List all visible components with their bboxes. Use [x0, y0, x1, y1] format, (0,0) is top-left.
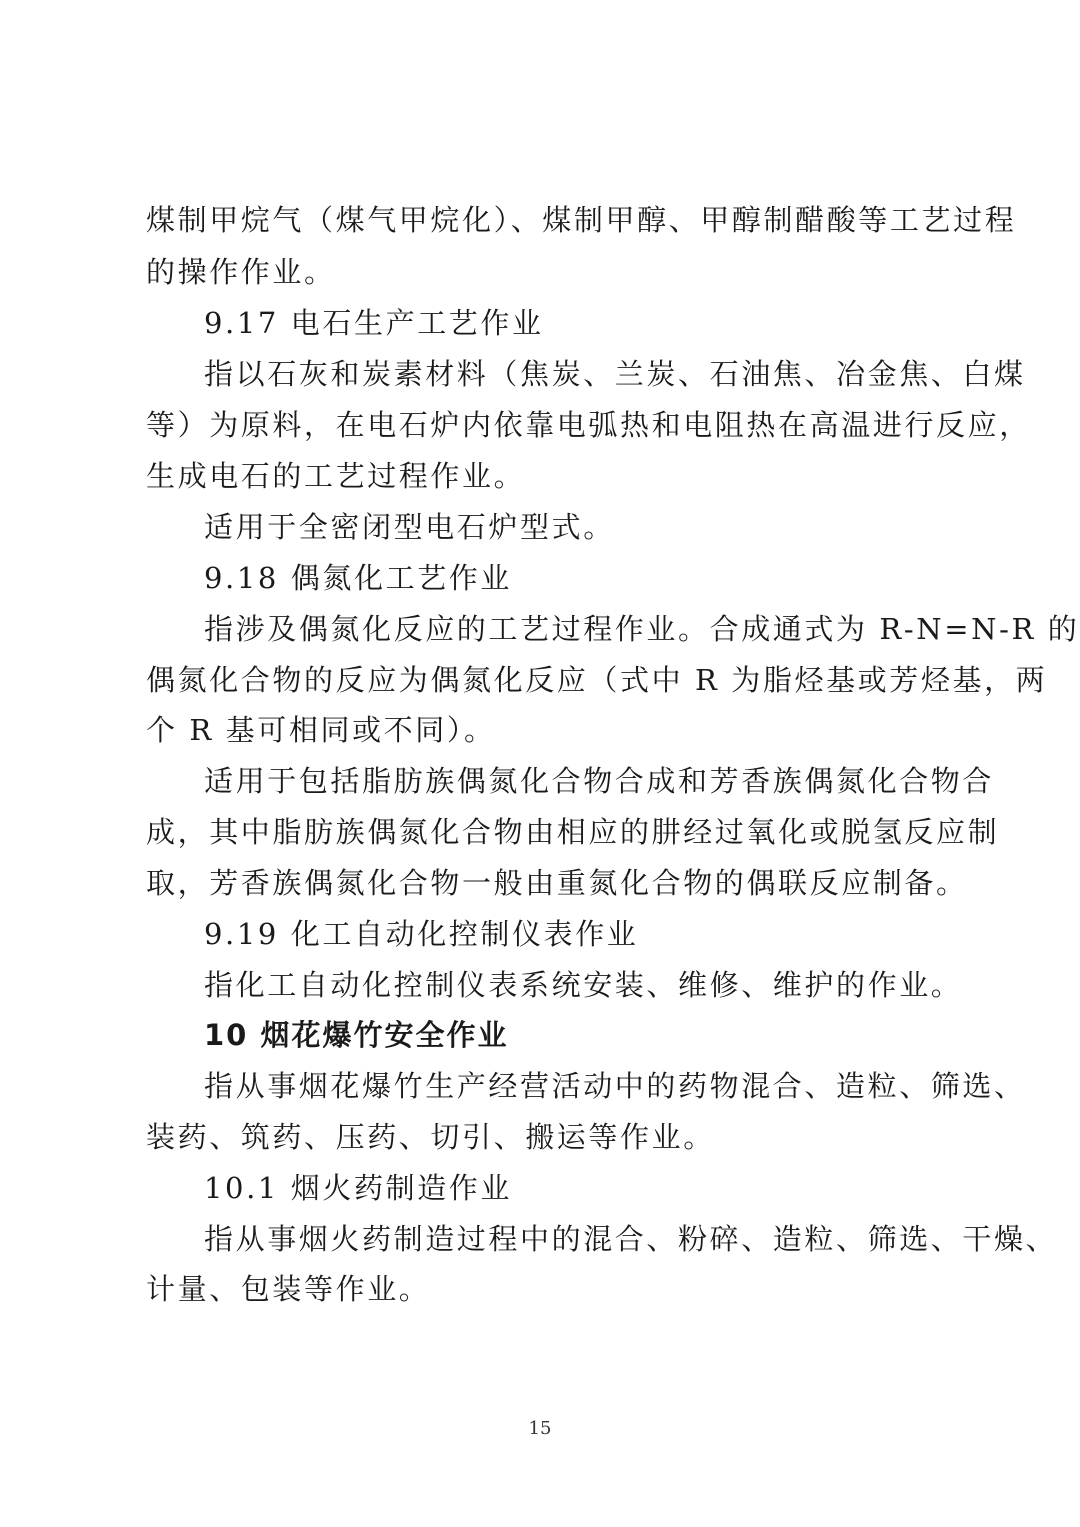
- section-heading-9-18: 9.18 偶氮化工艺作业: [204, 561, 512, 595]
- section-heading-9-19: 9.19 化工自动化控制仪表作业: [204, 917, 639, 951]
- body-text-line: 等）为原料，在电石炉内依靠电弧热和电阻热在高温进行反应，: [146, 408, 1031, 442]
- body-text-line: 指涉及偶氮化反应的工艺过程作业。合成通式为 R-N=N-R 的: [204, 612, 1080, 646]
- body-text-line: 煤制甲烷气（煤气甲烷化）、煤制甲醇、甲醇制醋酸等工艺过程: [146, 203, 1017, 237]
- body-text-line: 偶氮化合物的反应为偶氮化反应（式中 R 为脂烃基或芳烃基，两: [146, 663, 1048, 697]
- body-text-line: 适用于包括脂肪族偶氮化合物合成和芳香族偶氮化合物合: [204, 764, 995, 798]
- body-text-line: 适用于全密闭型电石炉型式。: [204, 510, 615, 544]
- chapter-heading-10: 10 烟花爆竹安全作业: [204, 1018, 509, 1052]
- body-text-line: 计量、包装等作业。: [146, 1272, 431, 1306]
- body-text-line: 取，芳香族偶氮化合物一般由重氮化合物的偶联反应制备。: [146, 866, 968, 900]
- body-text-line: 指从事烟火药制造过程中的混合、粉碎、造粒、筛选、干燥、: [204, 1222, 1058, 1256]
- body-text-line: 指从事烟花爆竹生产经营活动中的药物混合、造粒、筛选、: [204, 1069, 1026, 1103]
- body-text-line: 指以石灰和炭素材料（焦炭、兰炭、石油焦、冶金焦、白煤: [204, 357, 1026, 391]
- body-text-line: 生成电石的工艺过程作业。: [146, 459, 526, 493]
- body-text-line: 个 R 基可相同或不同）。: [146, 713, 496, 747]
- body-text-line: 成，其中脂肪族偶氮化合物由相应的肼经过氧化或脱氢反应制: [146, 815, 1000, 849]
- body-text-line: 指化工自动化控制仪表系统安装、维修、维护的作业。: [204, 968, 963, 1002]
- section-heading-9-17: 9.17 电石生产工艺作业: [204, 306, 544, 340]
- section-heading-10-1: 10.1 烟火药制造作业: [204, 1171, 512, 1205]
- body-text-line: 的操作作业。: [146, 255, 336, 289]
- body-text-line: 装药、筑药、压药、切引、搬运等作业。: [146, 1120, 715, 1154]
- page-number: 15: [528, 1418, 552, 1439]
